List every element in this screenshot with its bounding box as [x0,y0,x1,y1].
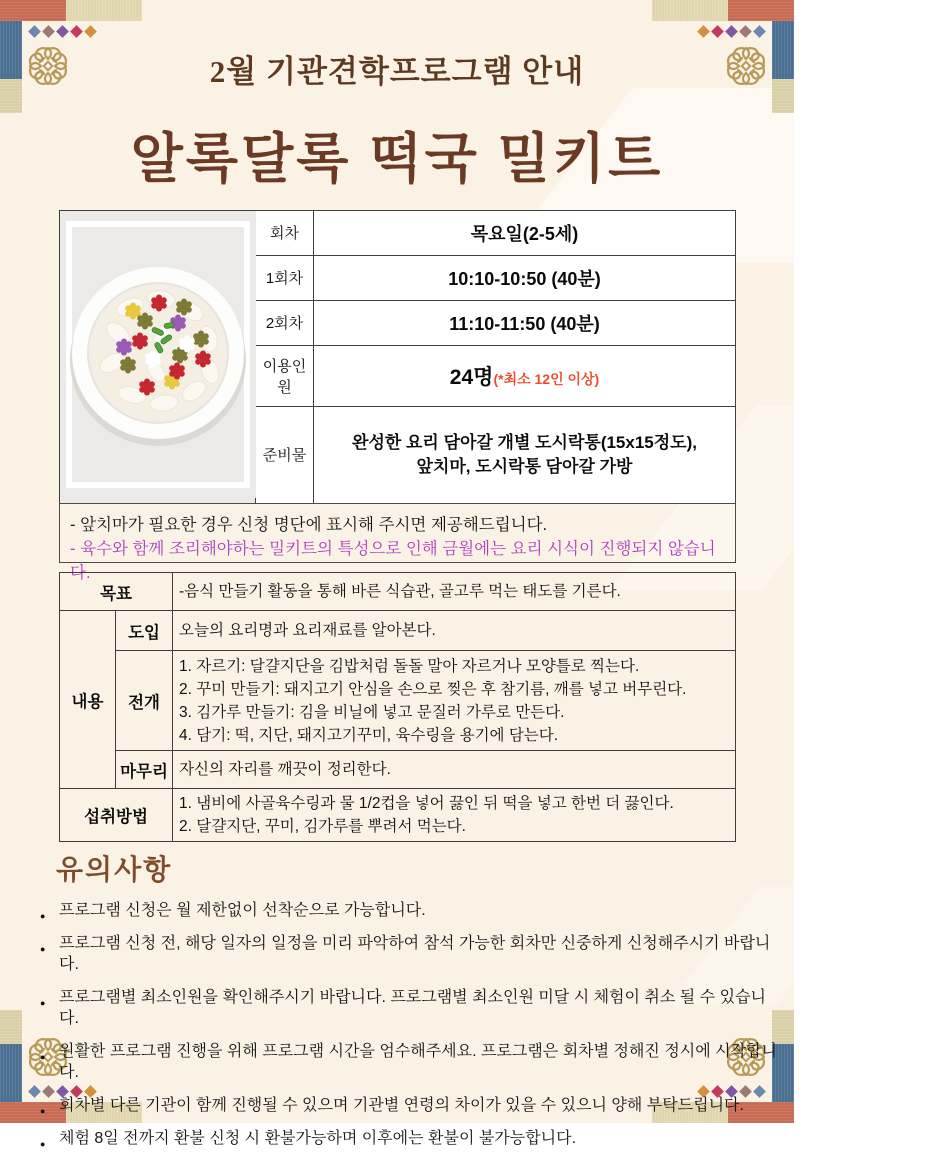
schedule-label-round1: 1회차 [256,255,314,300]
lesson-label-intro: 도입 [116,611,173,651]
diamond-row-decoration [30,27,95,36]
capacity-count: 24명 [449,365,494,389]
supplies-line-1: 완성한 요리 담아갈 개별 도시락통(15x15정도), [352,432,697,452]
page-title: 알록달록 떡국 밀키트 [130,129,664,189]
lesson-label-content: 내용 [60,611,116,789]
schedule-label-supplies: 준비물 [256,406,314,503]
diamond-row-decoration [699,27,764,36]
notice-item: ● 체험 8일 전까지 환불 신청 시 환불가능하며 이후에는 환불이 불가능합니다. [36,1128,780,1149]
develop-step-4: 4. 담기: 떡, 지단, 돼지고기꾸미, 육수링을 용기에 담는다. [179,726,559,744]
schedule-value-round1-time: 10:10-10:50 (40분) [314,255,736,300]
schedule-value-round2-time: 11:10-11:50 (40분) [314,300,736,345]
schedule-value-supplies [314,406,736,503]
supplies-line-2: 앞치마, 도시락통 담아갈 가방 [416,456,633,476]
lesson-table [59,572,736,842]
notice-item: ● 원활한 프로그램 진행을 위해 프로그램 시간을 엄수해주세요. 프로그램은 회차별 정해진 정시에 시작합니다. [36,1041,780,1083]
patch-tan [652,0,728,21]
eating-step-2: 2. 달걀지단, 꾸미, 김가루를 뿌려서 먹는다. [179,818,466,835]
develop-step-1: 1. 자르기: 달걀지단을 김밥처럼 돌돌 말아 자르거나 모양틀로 찍는다. [179,657,640,675]
lesson-label-develop: 전개 [116,651,173,751]
patch-red [728,0,794,21]
schedule-label-round: 회차 [256,211,314,256]
patch-tan [66,0,142,21]
patch-tan [0,1010,22,1044]
schedule-value-day: 목요일(2-5세) [314,211,736,256]
notice-item: ● 프로그램 신청은 월 제한없이 선착순으로 가능합니다. [36,900,780,921]
eating-step-1: 1. 냄비에 사골육수링과 물 1/2컵을 넣어 끓인 뒤 떡을 넣고 한번 더 끓인다. [179,795,674,812]
lesson-finish-text: 자신의 자리를 깨끗이 정리한다. [173,751,736,789]
note-apron: - 앞치마가 필요한 경우 신청 명단에 표시해 주시면 제공해드립니다. [70,516,548,534]
develop-step-2: 2. 꾸미 만들기: 돼지고기 안심을 손으로 찢은 후 참기름, 깨를 넣고 버무린다. [179,680,687,698]
notice-item: ● 프로그램 신청 전, 해당 일자의 일정을 미리 파악하여 참석 가능한 회차만 신중하게 신청해주시기 바랍니다. [36,933,780,975]
schedule-table [59,210,736,504]
lesson-label-eating: 섭취방법 [60,789,173,842]
lesson-eating-text [173,789,736,842]
notice-item: ● 프로그램별 최소인원을 확인해주시기 바랍니다. 프로그램별 최소인원 미달 시 체험이 취소 될 수 있습니다. [36,987,780,1029]
schedule-label-round2: 2회차 [256,300,314,345]
schedule-label-capacity: 이용인원 [256,345,314,406]
notice-list [36,900,780,1161]
program-subtitle: 2월 기관견학프로그램 안내 [209,54,585,89]
lesson-label-goal: 목표 [60,573,173,611]
tteokguk-photo [60,211,256,504]
notes-box [59,503,736,582]
capacity-minimum-note: (*최소 12인 이상) [493,370,600,387]
lesson-intro-text: 오늘의 요리명과 요리재료를 알아본다. [173,611,736,651]
develop-step-3: 3. 김가루 만들기: 김을 비닐에 넣고 문질러 가루로 만든다. [179,703,565,721]
lesson-goal-text: -음식 만들기 활동을 통해 바른 식습관, 골고루 먹는 태도를 기른다. [173,573,736,611]
patch-red [0,0,66,21]
lesson-develop-text [173,651,736,751]
note-no-tasting: - 육수와 함께 조리해야하는 밀키트의 특성으로 인해 금월에는 요리 시식이 진행되지 않습니다. [70,540,716,582]
notice-heading: 유의사항 [56,855,173,886]
patch-blue [0,1044,22,1102]
schedule-value-capacity [314,345,736,406]
lesson-label-finish: 마무리 [116,751,173,789]
notice-item: ● 회차별 다른 기관이 함께 진행될 수 있으며 기관별 연령의 차이가 있을 수 있으니 양해 부탁드립니다. [36,1095,780,1116]
